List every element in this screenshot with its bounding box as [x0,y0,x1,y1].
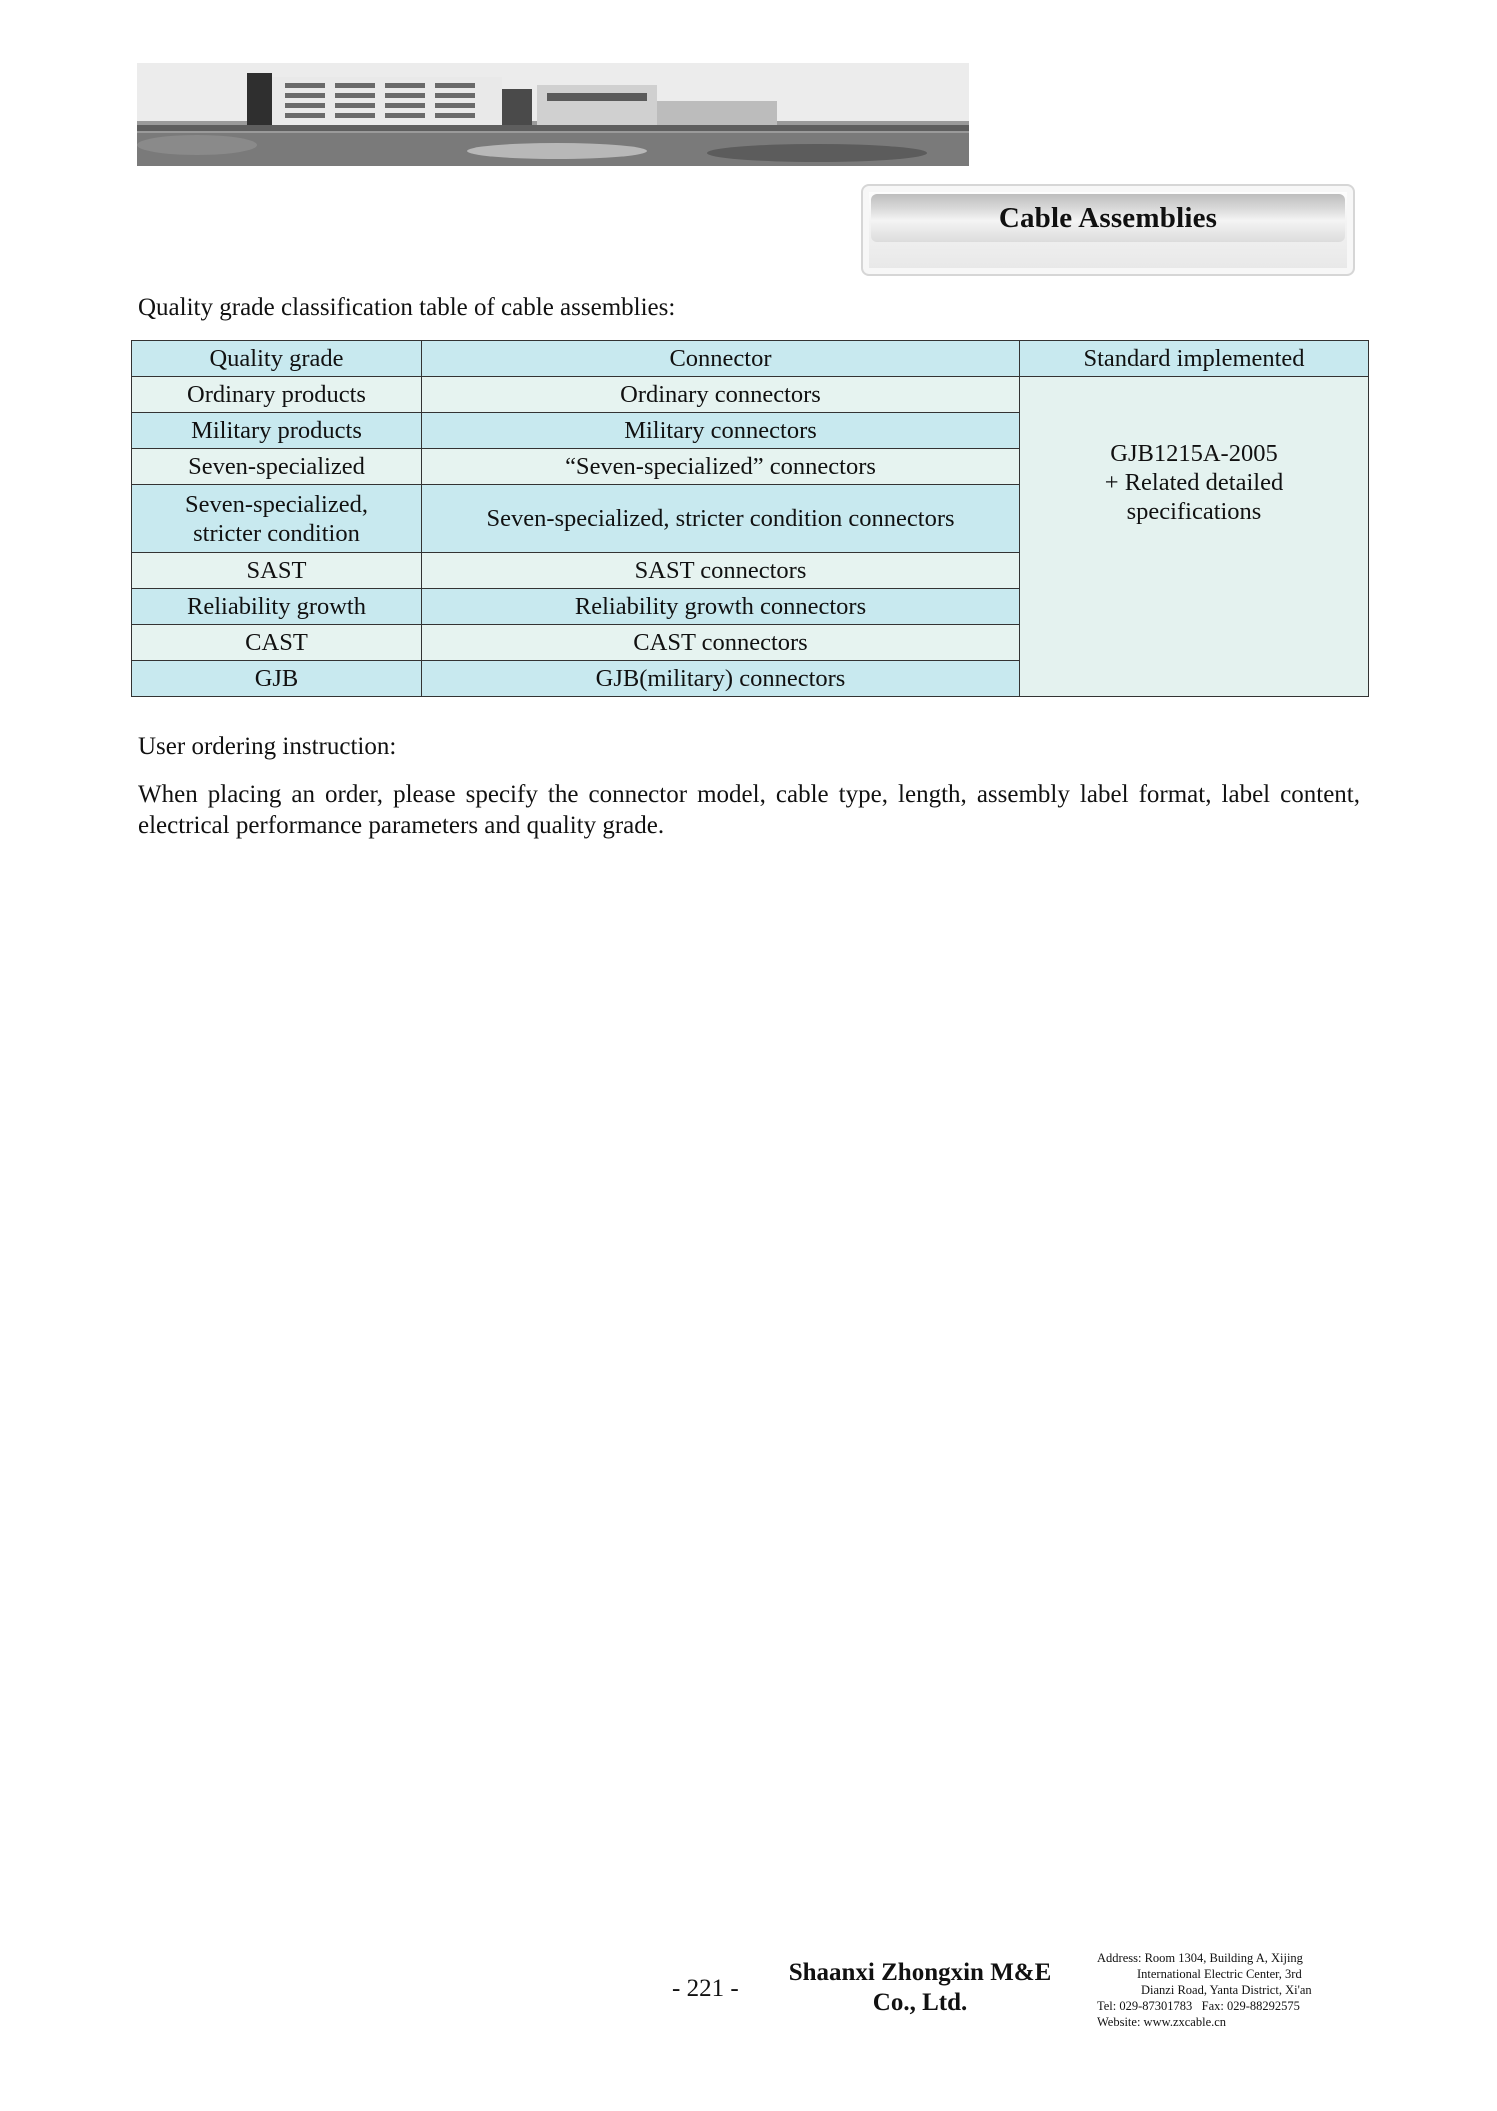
grade-line: stricter condition [193,519,360,547]
table-intro: Quality grade classification table of cable assemblies: [138,294,676,321]
grade-cell: Ordinary products [132,377,422,413]
section-title: Cable Assemblies [998,201,1218,234]
connector-cell: “Seven-specialized” connectors [422,449,1020,485]
ordering-text: When placing an order, please specify the connector model, cable type, length, assembly label format, label content, electrical performance parameters and quality grade. [138,781,1360,839]
standard-cell [1020,377,1369,697]
website-text: Website: www.zxcable.cn [1097,2015,1227,2029]
connector-cell: Seven-specialized, stricter condition connectors [422,485,1020,553]
header-quality-grade: Quality grade [132,341,422,377]
grade-cell: GJB [132,661,422,697]
header-connector: Connector [422,341,1020,377]
grade-line: Seven-specialized, [185,490,368,518]
tel-text: Tel: 029-87301783 [1097,1999,1193,2013]
connector-cell: Military connectors [422,413,1020,449]
grade-cell [132,485,422,553]
standard-line: GJB1215A-2005 [1110,440,1278,467]
connector-cell: Reliability growth connectors [422,589,1020,625]
fax-text: Fax: 029-88292575 [1201,1999,1300,2013]
header-standard: Standard implemented [1020,341,1369,377]
standard-line: + Related detailed [1104,469,1284,496]
quality-grade-table [131,340,1369,697]
table-row [132,377,1369,413]
page-number: - 221 - [672,1975,739,2002]
section-title-bar [871,194,1345,242]
grade-cell: SAST [132,553,422,589]
grade-cell: Military products [132,413,422,449]
address-line: Address: Room 1304, Building A, Xijing [1097,1951,1303,1965]
section-title-box [861,184,1355,276]
company-name-line: Shaanxi Zhongxin M&E [788,1959,1052,1986]
table-header-row [132,341,1369,377]
address-line: International Electric Center, 3rd [1137,1967,1302,1981]
connector-cell: GJB(military) connectors [422,661,1020,697]
grade-cell: Reliability growth [132,589,422,625]
connector-cell: Ordinary connectors [422,377,1020,413]
connector-cell: CAST connectors [422,625,1020,661]
company-name [770,1958,1070,2018]
company-name-line: Co., Ltd. [872,1989,968,2016]
grade-cell: CAST [132,625,422,661]
address-line: Dianzi Road, Yanta District, Xi'an [1141,1983,1312,1997]
grade-cell: Seven-specialized [132,449,422,485]
connector-cell: SAST connectors [422,553,1020,589]
standard-line: specifications [1126,498,1262,525]
building-photo-banner [137,63,969,166]
ordering-title: User ordering instruction: [138,733,397,760]
company-address [1097,1950,1337,2030]
contact-line [1097,1998,1337,2014]
